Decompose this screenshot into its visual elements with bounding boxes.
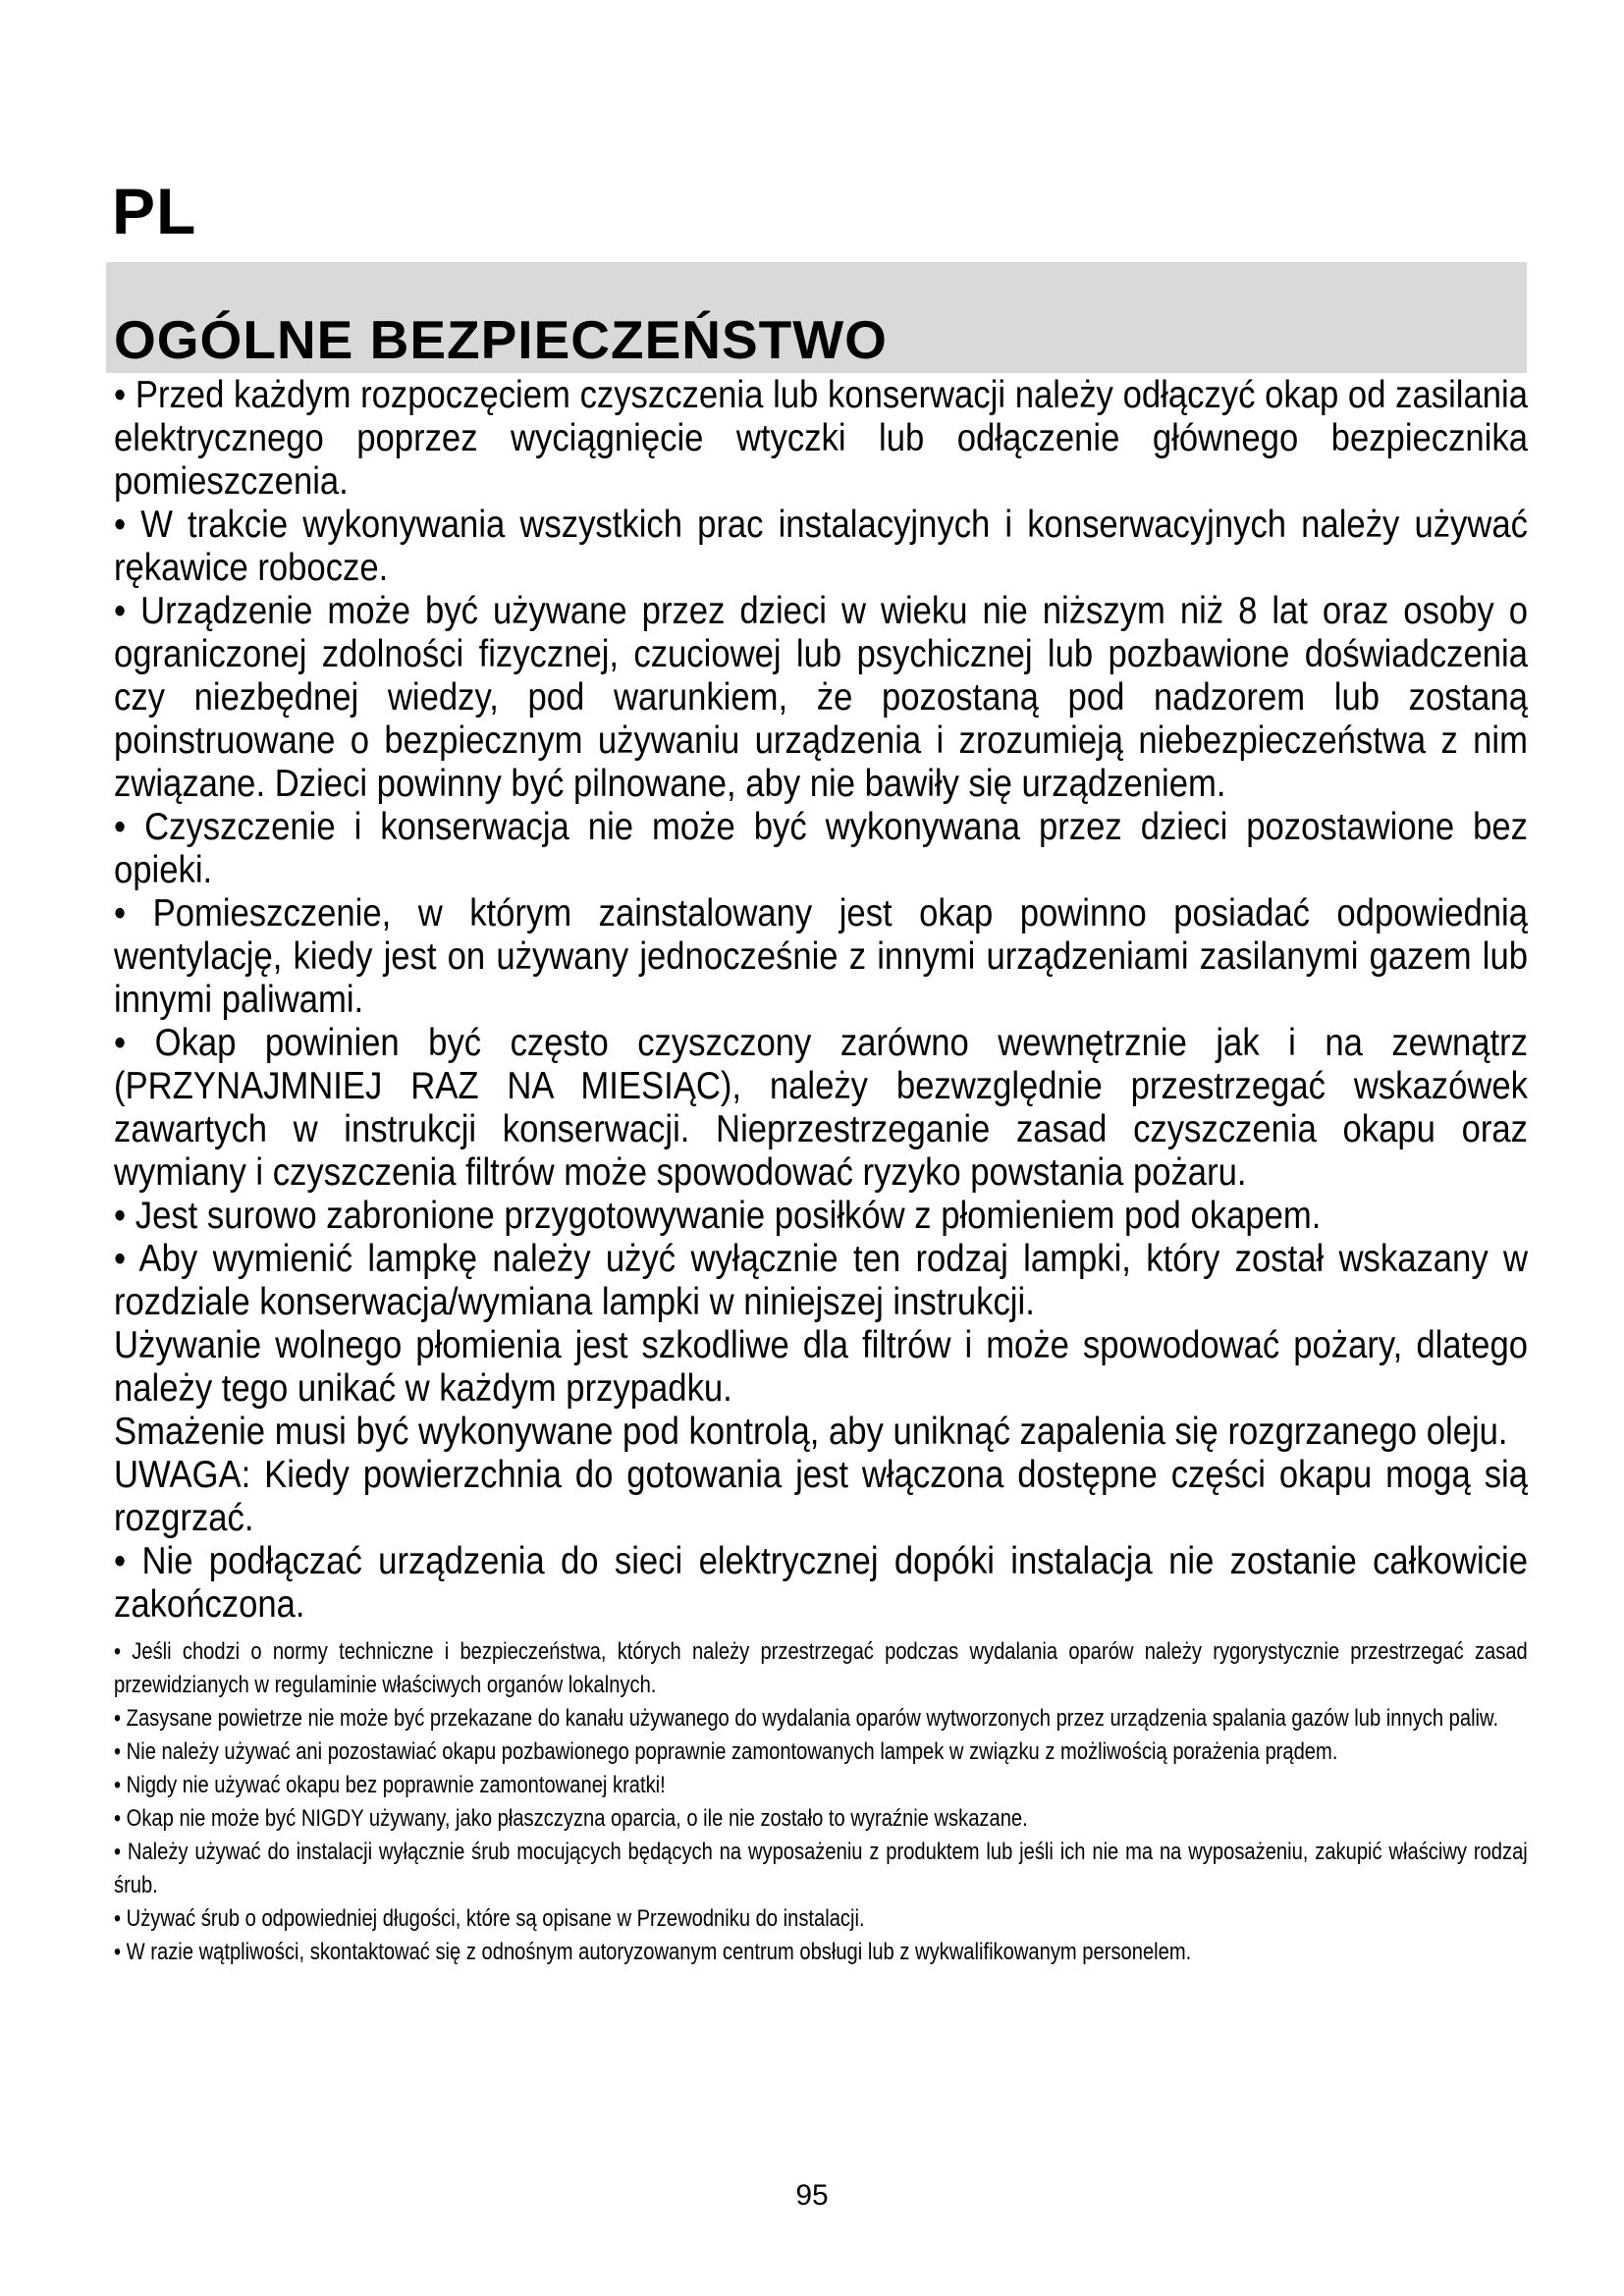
instruction-paragraph: Smażenie musi być wykonywane pod kontrolą, aby uniknąć zapalenia się rozgrzanego oleju. — [114, 1411, 1508, 1453]
fine-print-paragraph: • Używać śrub o odpowiedniej długości, które są opisane w Przewodniku do instalacji. — [114, 1905, 865, 1932]
page-content — [114, 374, 1528, 1969]
instruction-paragraph: • Urządzenie może być używane przez dzieci w wieku nie niższym niż 8 lat oraz osoby o ograniczonej zdolności fizycznej, czuciowej lub psychicznej lub pozbawione doświadczenia czy niezbędnej wiedzy, pod warunkiem, że pozostaną pod nadzorem lub zostaną poinstruowane o bezpiecznym używaniu urządzenia i zrozumieją niebezpieczeństwa z nim związane. Dzieci powinny być pilnowane, aby nie bawiły się urządzeniem. — [114, 590, 1528, 805]
instruction-paragraph: • W trakcie wykonywania wszystkich prac instalacyjnych i konserwacyjnych należy używać rękawice robocze. — [114, 504, 1528, 589]
section-title: OGÓLNE BEZPIECZEŃSTWO — [114, 309, 888, 370]
instruction-paragraph: • Pomieszczenie, w którym zainstalowany jest okap powinno posiadać odpowiednią wentylację, kiedy jest on używany jednocześnie z innymi urządzeniami zasilanymi gazem lub innymi paliwami. — [114, 892, 1528, 1021]
fine-print-paragraph: • Zasysane powietrze nie może być przekazane do kanału używanego do wydalania oparów wytworzonych przez urządzenia spalania gazów lub innych paliw. — [114, 1705, 1499, 1732]
fine-print-paragraph: • W razie wątpliwości, skontaktować się z odnośnym autoryzowanym centrum obsługi lub z wykwalifikowanym personelem. — [114, 1939, 1192, 1965]
instruction-paragraph: • Jest surowo zabronione przygotowywanie posiłków z płomieniem pod okapem. — [114, 1195, 1322, 1237]
section-header-bar — [106, 262, 1527, 373]
warning-paragraph: UWAGA: Kiedy powierzchnia do gotowania jest włączona dostępne części okapu mogą sią rozgrzać. — [114, 1454, 1528, 1539]
fine-print-paragraph: • Jeśli chodzi o normy techniczne i bezpieczeństwa, których należy przestrzegać podczas wydalania oparów należy rygorystycznie przestrzegać zasad przewidzianych w regulaminie właściwych organów lokalnych. — [114, 1638, 1528, 1698]
fine-print-paragraph: • Okap nie może być NIGDY używany, jako płaszczyzna oparcia, o ile nie zostało to wyraźnie wskazane. — [114, 1805, 1028, 1832]
instruction-paragraph: Używanie wolnego płomienia jest szkodliwe dla filtrów i może spowodować pożary, dlatego należy tego unikać w każdym przypadku. — [114, 1324, 1528, 1410]
fine-print-instructions — [114, 1635, 1528, 1969]
instruction-paragraph: • Okap powinien być często czyszczony zarówno wewnętrznie jak i na zewnątrz (PRZYNAJMNIEJ RAZ NA MIESIĄC), należy bezwzględnie przestrzegać wskazówek zawartych w instrukcji konserwacji. Nieprzestrzeganie zasad czyszczenia okapu oraz wymiany i czyszczenia filtrów może spowodować ryzyko powstania pożaru. — [114, 1022, 1528, 1194]
language-code: PL — [112, 175, 197, 247]
safety-instructions — [114, 374, 1528, 1627]
page-number: 95 — [795, 2179, 829, 2212]
fine-print-paragraph: • Nigdy nie używać okapu bez poprawnie zamontowanej kratki! — [114, 1772, 666, 1798]
fine-print-paragraph: • Należy używać do instalacji wyłącznie śrub mocujących będących na wyposażeniu z produktem lub jeśli ich nie ma na wyposażeniu, zakupić właściwy rodzaj śrub. — [114, 1839, 1528, 1898]
instruction-paragraph: • Nie podłączać urządzenia do sieci elektrycznej dopóki instalacja nie zostanie całkowicie zakończona. — [114, 1540, 1528, 1626]
instruction-paragraph: • Przed każdym rozpoczęciem czyszczenia lub konserwacji należy odłączyć okap od zasilania elektrycznego poprzez wyciągnięcie wtyczki lub odłączenie głównego bezpiecznika pomieszczenia. — [114, 374, 1528, 503]
fine-print-paragraph: • Nie należy używać ani pozostawiać okapu pozbawionego poprawnie zamontowanych lampek w związku z możliwością porażenia prądem. — [114, 1738, 1338, 1765]
instruction-paragraph: • Czyszczenie i konserwacja nie może być wykonywana przez dzieci pozostawione bez opieki. — [114, 806, 1528, 891]
instruction-paragraph: • Aby wymienić lampkę należy użyć wyłącznie ten rodzaj lampki, który został wskazany w rozdziale konserwacja/wymiana lampki w niniejszej instrukcji. — [114, 1238, 1528, 1323]
